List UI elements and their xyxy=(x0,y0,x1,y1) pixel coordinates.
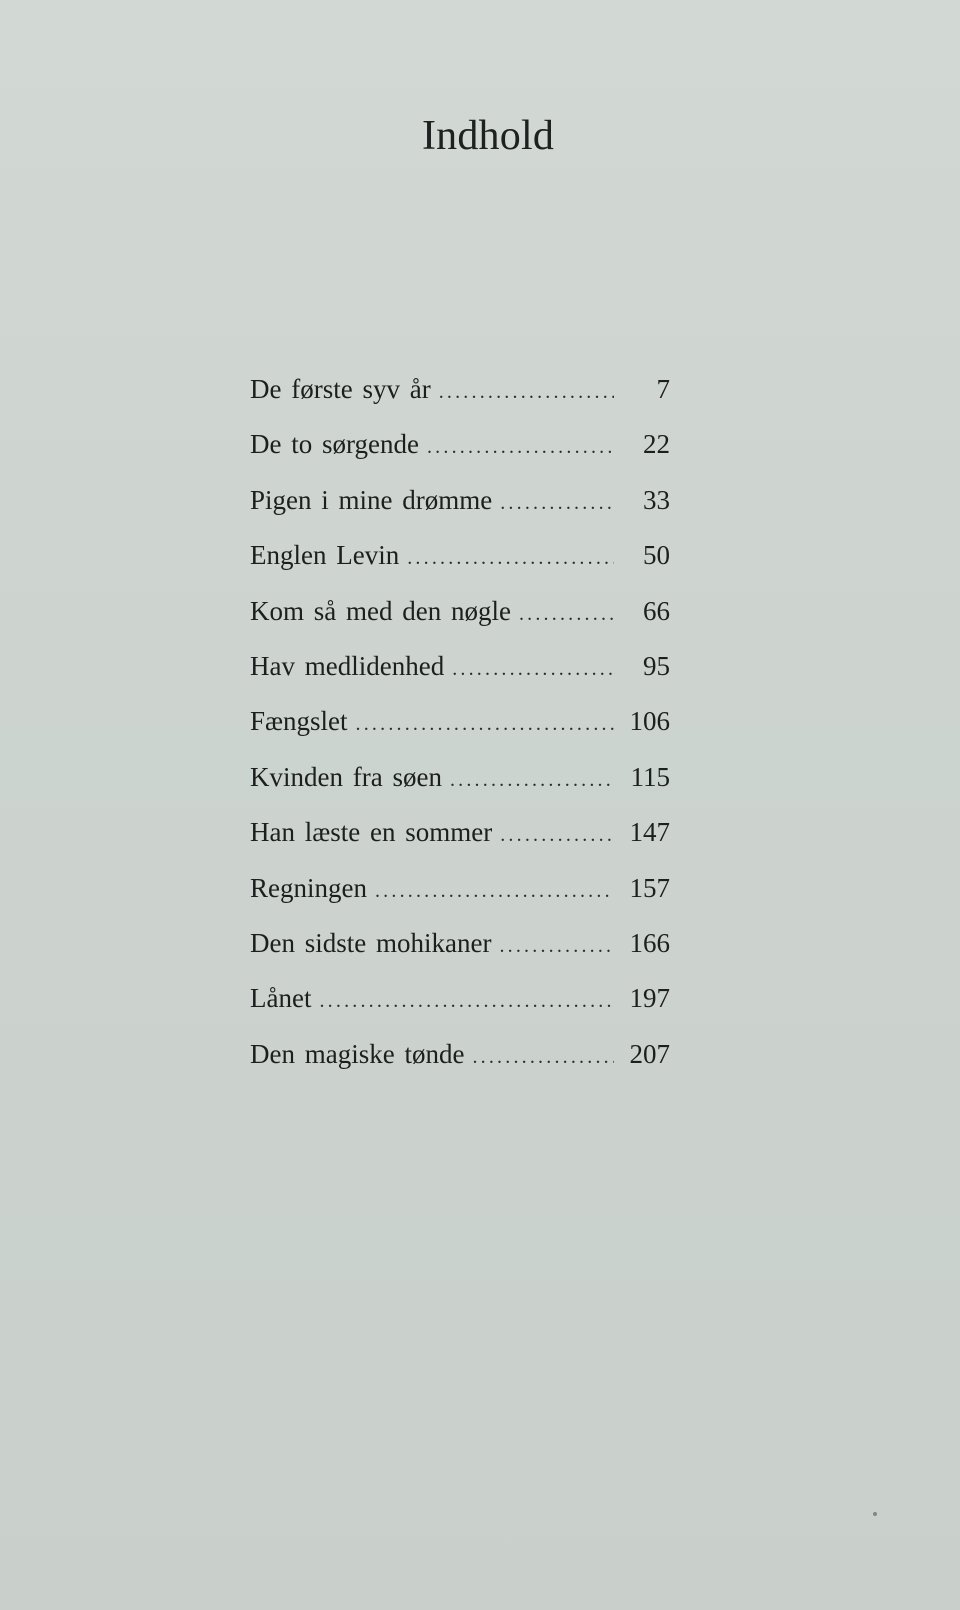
leader-dots xyxy=(499,928,614,964)
toc-entry[interactable] xyxy=(250,814,670,869)
toc-entry-title: De to sørgende xyxy=(250,429,419,460)
toc-entry[interactable] xyxy=(250,648,670,703)
toc-entry-page: 197 xyxy=(629,983,670,1014)
toc-entry-title: Kvinden fra søen xyxy=(250,761,442,792)
leader-dots xyxy=(439,374,614,410)
toc-entry-title: Han læste en sommer xyxy=(250,817,493,848)
toc-entry[interactable] xyxy=(250,482,670,537)
toc-entry-page: 66 xyxy=(643,595,670,626)
leader-dots xyxy=(427,429,614,465)
toc-entry-page: 157 xyxy=(629,872,670,903)
toc-entry[interactable] xyxy=(250,593,670,648)
toc-entry[interactable] xyxy=(250,925,670,980)
toc-entry-page: 207 xyxy=(629,1038,670,1069)
toc-entry-title: Kom så med den nøgle xyxy=(250,595,511,626)
toc-entry-title: Regningen xyxy=(250,872,367,903)
toc-entry-page: 50 xyxy=(643,540,670,571)
toc-entry[interactable] xyxy=(250,371,670,426)
toc-entry[interactable] xyxy=(250,759,670,814)
toc-entry-title: Lånet xyxy=(250,983,312,1014)
toc-entry-page: 147 xyxy=(629,817,670,848)
leader-dots xyxy=(407,540,614,576)
toc-entry-page: 106 xyxy=(629,706,670,737)
table-of-contents xyxy=(250,371,670,1091)
toc-entry-page: 22 xyxy=(643,429,670,460)
leader-dots xyxy=(375,873,614,909)
toc-entry-title: Fængslet xyxy=(250,706,348,737)
leader-dots xyxy=(356,706,614,742)
leader-dots xyxy=(519,596,614,632)
paper-speck xyxy=(873,1512,877,1516)
leader-dots xyxy=(500,485,614,521)
leader-dots xyxy=(450,762,614,798)
toc-entry-title: Den sidste mohikaner xyxy=(250,927,492,958)
toc-entry-title: Hav medlidenhed xyxy=(250,650,445,681)
toc-entry-page: 166 xyxy=(629,927,670,958)
toc-entry-page: 7 xyxy=(656,374,670,404)
toc-entry-page: 95 xyxy=(643,650,670,681)
toc-entry-title: Den magiske tønde xyxy=(250,1038,465,1069)
toc-entry[interactable] xyxy=(250,1036,670,1091)
toc-entry-title: De første syv år xyxy=(250,374,431,404)
toc-entry-title: Englen Levin xyxy=(250,540,400,571)
toc-entry-page: 33 xyxy=(643,484,670,515)
toc-entry[interactable] xyxy=(250,703,670,758)
toc-entry[interactable] xyxy=(250,426,670,481)
toc-entry[interactable] xyxy=(250,980,670,1035)
leader-dots xyxy=(472,1039,614,1075)
page-title: Indhold xyxy=(421,113,555,159)
toc-entry[interactable] xyxy=(250,537,670,592)
toc-entry-page: 115 xyxy=(630,761,670,792)
leader-dots xyxy=(452,651,614,687)
toc-entry[interactable] xyxy=(250,870,670,925)
leader-dots xyxy=(500,817,614,853)
toc-entry-title: Pigen i mine drømme xyxy=(250,484,493,515)
leader-dots xyxy=(319,983,614,1019)
